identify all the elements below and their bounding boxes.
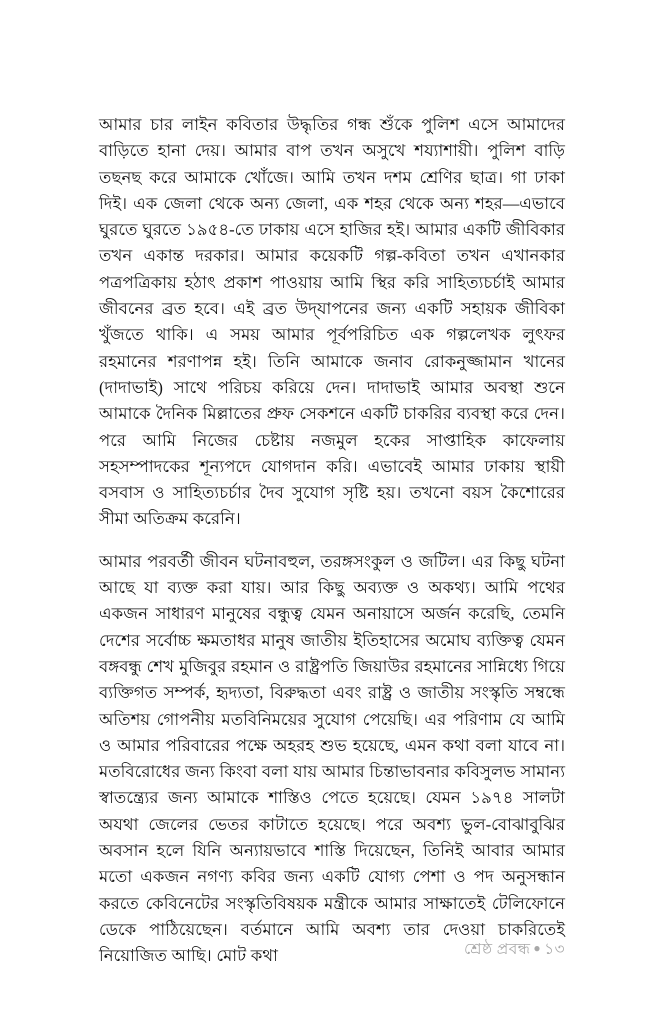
page-text-column xyxy=(99,112,565,970)
page-footer xyxy=(99,938,565,960)
footer-page-number: ১৩ xyxy=(544,941,565,958)
footer-book-title: শ্রেষ্ঠ প্রবন্ধ xyxy=(464,941,531,958)
body-paragraph-2: আমার পরবর্তী জীবন ঘটনাবহুল, তরঙ্গসংকুল ও জটিল। এর কিছু ঘটনা আছে যা ব্যক্ত করা যায়। আর কিছু অব্যক্ত ও অকথ্য। আমি পথের একজন সাধারণ মানুষের বন্ধুত্ব যেমন অনায়াসে অর্জন করেছি, তেমনি দেশের সর্বোচ্চ ক্ষমতাধর মানুষ জাতীয় ইতিহাসের অমোঘ ব্যক্তিত্ব যেমন বঙ্গবন্ধু শেখ মুজিবুর রহমান ও রাষ্ট্রপতি জিয়াউর রহমানের সান্নিধ্যে গিয়ে ব্যক্তিগত সম্পর্ক, হৃদ্যতা, বিরুদ্ধতা এবং রাষ্ট্র ও জাতীয় সংস্কৃতি সম্বন্ধে অতিশয় গোপনীয় মতবিনিময়ের সুযোগ পেয়েছি। এর পরিণাম যে আমি ও আমার পরিবারের পক্ষে অহরহ শুভ হয়েছে, এমন কথা বলা যাবে না। মতবিরোধের জন্য কিংবা বলা যায় আমার চিন্তাভাবনার কবিসুলভ সামান্য স্বাতন্ত্র্যের জন্য আমাকে শাস্তিও পেতে হয়েছে। যেমন ১৯৭৪ সালটা অযথা জেলের ভেতর কাটাতে হয়েছে। পরে অবশ্য ভুল-বোঝাবুঝির অবসান হলে যিনি অন্যায়ভাবে শাস্তি দিয়েছেন, তিনিই আবার আমার মতো একজন নগণ্য কবির জন্য একটি যোগ্য পেশা ও পদ অনুসন্ধান করতে কেবিনেটের সংস্কৃতিবিষয়ক মন্ত্রীকে আমার সাক্ষাতেই টেলিফোনে ডেকে পাঠিয়েছেন। বর্তমানে আমি অবশ্য তার দেওয়া চাকরিতেই নিয়োজিত আছি। মোট কথা xyxy=(99,551,565,966)
body-paragraph-1: আমার চার লাইন কবিতার উদ্ধৃতির গন্ধ শুঁকে পুলিশ এসে আমাদের বাড়িতে হানা দেয়। আমার বাপ তখন অসুখে শয্যাশায়ী। পুলিশ বাড়ি তছনছ করে আমাকে খোঁজে। আমি তখন দশম শ্রেণির ছাত্র। গা ঢাকা দিই। এক জেলা থেকে অন্য জেলা, এক শহর থেকে অন্য শহর—এভাবে ঘুরতে ঘুরতে ১৯৫৪-তে ঢাকায় এসে হাজির হই। আমার একটি জীবিকার তখন একান্ত দরকার। আমার কয়েকটি গল্প-কবিতা তখন এখানকার পত্রপত্রিকায় হঠাৎ প্রকাশ পাওয়ায় আমি স্থির করি সাহিত্যচর্চাই আমার জীবনের ব্রত হবে। এই ব্রত উদ্‌যাপনের জন্য একটি সহায়ক জীবিকা খুঁজতে থাকি। এ সময় আমার পূর্বপরিচিত এক গল্পলেখক লুৎফর রহমানের শরণাপন্ন হই। তিনি আমাকে জনাব রোকনুজ্জামান খানের (দাদাভাই) সাথে পরিচয় করিয়ে দেন। দাদাভাই আমার অবস্থা শুনে আমাকে দৈনিক মিল্লাতের প্রুফ সেকশনে একটি চাকরির ব্যবস্থা করে দেন। পরে আমি নিজের চেষ্টায় নজমুল হকের সাপ্তাহিক কাফেলায় সহসম্পাদকের শূন্যপদে যোগদান করি। এভাবেই আমার ঢাকায় স্থায়ী বসবাস ও সাহিত্যচর্চার দৈব সুযোগ সৃষ্টি হয়। তখনো বয়স কৈশোরের সীমা অতিক্রম করেনি। xyxy=(99,115,565,529)
footer-separator-dot: ● xyxy=(533,941,542,955)
